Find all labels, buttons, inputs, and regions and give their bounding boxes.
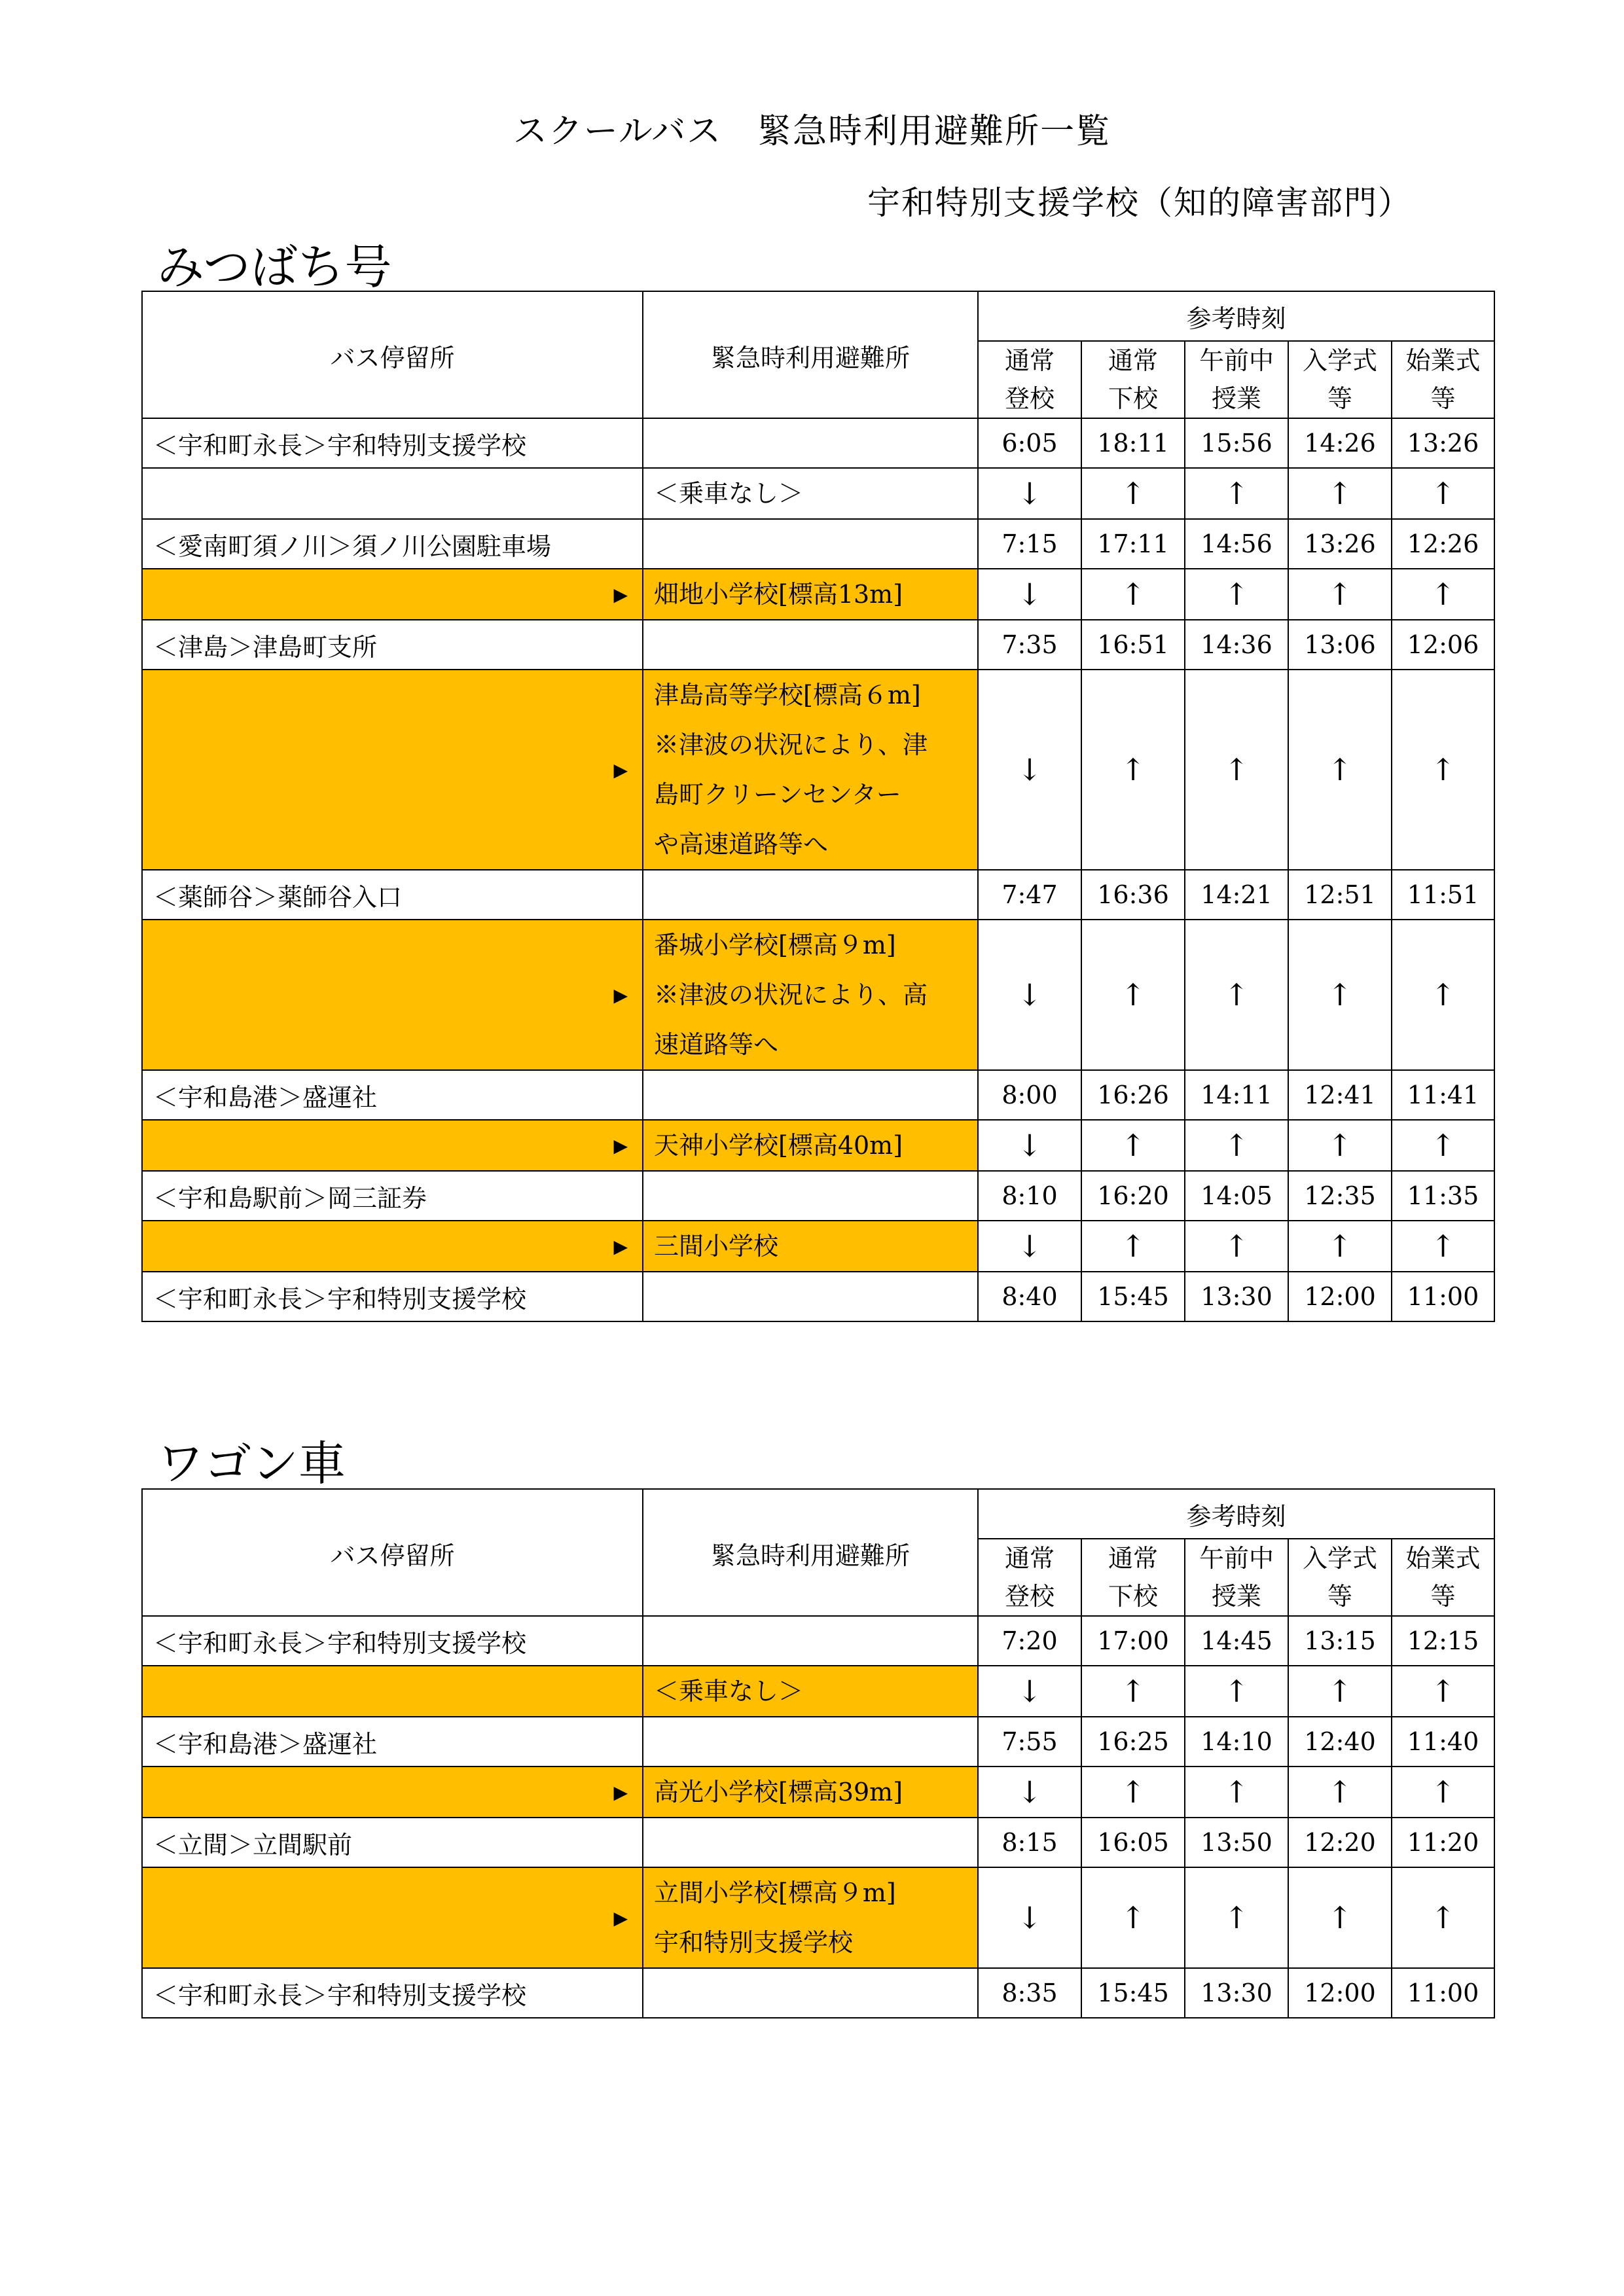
shelter-row — [142, 569, 1494, 620]
time-cell: 13:50 — [1185, 1818, 1288, 1867]
header-reference-time: 参考時刻 — [978, 291, 1494, 341]
arrow-up-icon: ↑ — [1392, 1221, 1494, 1272]
header-time-column-line: 午前中 — [1199, 346, 1274, 375]
arrow-up-icon: ↑ — [1288, 1666, 1392, 1717]
arrow-down-icon: ↓ — [978, 1767, 1081, 1818]
time-cell: 12:26 — [1392, 519, 1494, 569]
shelter-row — [142, 920, 1494, 1070]
arrow-up-icon: ↑ — [1185, 1666, 1288, 1717]
time-cell: 14:10 — [1185, 1717, 1288, 1767]
play-arrow-icon: ▶ — [613, 1235, 628, 1257]
header-time-column-line: 授業 — [1211, 384, 1261, 413]
time-cell: 14:21 — [1185, 870, 1288, 920]
header-time-column-line: 午前中 — [1199, 1544, 1274, 1573]
section-title-wagon: ワゴン車 — [157, 1436, 346, 1491]
arrow-up-icon: ↑ — [1288, 670, 1392, 870]
time-cell: 18:11 — [1081, 418, 1185, 468]
time-cell: 8:40 — [978, 1272, 1081, 1321]
shelter-marker-cell — [142, 1120, 643, 1171]
shelter-name — [643, 1867, 978, 1968]
time-cell: 16:20 — [1081, 1171, 1185, 1221]
arrow-up-icon: ↑ — [1185, 468, 1288, 519]
shelter-name-line: 三間小学校 — [654, 1232, 779, 1261]
arrow-up-icon: ↑ — [1081, 1767, 1185, 1818]
header-time-column-line: 等 — [1430, 1582, 1456, 1611]
time-cell: 8:10 — [978, 1171, 1081, 1221]
time-cell: 11:20 — [1392, 1818, 1494, 1867]
arrow-up-icon: ↑ — [1288, 468, 1392, 519]
time-cell: 15:45 — [1081, 1968, 1185, 2018]
shelter-name-line: ＜乗車なし＞ — [654, 1677, 804, 1706]
time-cell: 11:35 — [1392, 1171, 1494, 1221]
bus-stop-name: ＜宇和島港＞盛運社 — [142, 1717, 643, 1767]
arrow-up-icon: ↑ — [1185, 1221, 1288, 1272]
time-cell: 14:26 — [1288, 418, 1392, 468]
shelter-marker-cell — [142, 468, 643, 519]
header-time-column-line: 通常 — [1108, 346, 1158, 375]
arrow-up-icon: ↑ — [1392, 468, 1494, 519]
arrow-down-icon: ↓ — [978, 468, 1081, 519]
school-name: 宇和特別支援学校（知的障害部門） — [867, 184, 1412, 222]
header-time-column — [978, 341, 1081, 418]
arrow-up-icon: ↑ — [1185, 1867, 1288, 1968]
header-time-column — [1185, 1539, 1288, 1616]
header-time-column-line: 登校 — [1004, 1582, 1055, 1611]
header-shelter: 緊急時利用避難所 — [643, 1489, 978, 1616]
arrow-up-icon: ↑ — [1081, 920, 1185, 1070]
bus-stop-name: ＜宇和町永長＞宇和特別支援学校 — [142, 1272, 643, 1321]
arrow-down-icon: ↓ — [978, 670, 1081, 870]
arrow-up-icon: ↑ — [1185, 1767, 1288, 1818]
stop-row — [142, 1968, 1494, 2018]
shelter-empty — [643, 1171, 978, 1221]
time-cell: 11:51 — [1392, 870, 1494, 920]
stop-row — [142, 1272, 1494, 1321]
header-shelter: 緊急時利用避難所 — [643, 291, 978, 418]
shelter-empty — [643, 870, 978, 920]
arrow-up-icon: ↑ — [1392, 1767, 1494, 1818]
time-cell: 13:15 — [1288, 1616, 1392, 1666]
time-cell: 13:26 — [1288, 519, 1392, 569]
stop-row — [142, 1616, 1494, 1666]
stop-row — [142, 1171, 1494, 1221]
bus-stop-name: ＜愛南町須ノ川＞須ノ川公園駐車場 — [142, 519, 643, 569]
time-cell: 15:56 — [1185, 418, 1288, 468]
bus-stop-name: ＜宇和島駅前＞岡三証券 — [142, 1171, 643, 1221]
header-time-column-line: 授業 — [1211, 1582, 1261, 1611]
shelter-name-line: 高光小学校[標高39m] — [654, 1778, 903, 1806]
shelter-name-line: 宇和特別支援学校 — [654, 1928, 854, 1957]
shelter-name — [643, 1221, 978, 1272]
header-time-column-line: 入学式 — [1302, 1544, 1377, 1573]
time-cell: 14:56 — [1185, 519, 1288, 569]
header-time-column-line: 等 — [1327, 1582, 1352, 1611]
time-cell: 16:25 — [1081, 1717, 1185, 1767]
time-cell: 14:45 — [1185, 1616, 1288, 1666]
time-cell: 12:35 — [1288, 1171, 1392, 1221]
time-cell: 12:00 — [1288, 1272, 1392, 1321]
time-cell: 7:15 — [978, 519, 1081, 569]
header-time-column-line: 下校 — [1108, 1582, 1158, 1611]
time-cell: 12:41 — [1288, 1070, 1392, 1120]
bus-stop-name: ＜宇和町永長＞宇和特別支援学校 — [142, 1616, 643, 1666]
arrow-up-icon: ↑ — [1288, 1120, 1392, 1171]
time-cell: 15:45 — [1081, 1272, 1185, 1321]
time-cell: 7:47 — [978, 870, 1081, 920]
bus-stop-name: ＜宇和島港＞盛運社 — [142, 1070, 643, 1120]
shelter-empty — [643, 1717, 978, 1767]
header-time-column-line: 始業式 — [1405, 1544, 1481, 1573]
header-time-column — [1288, 341, 1392, 418]
arrow-up-icon: ↑ — [1081, 670, 1185, 870]
shelter-name — [643, 1666, 978, 1717]
header-time-column-line: 等 — [1327, 384, 1352, 413]
stop-row — [142, 620, 1494, 670]
time-cell: 16:26 — [1081, 1070, 1185, 1120]
shelter-marker-cell — [142, 1767, 643, 1818]
arrow-up-icon: ↑ — [1288, 1221, 1392, 1272]
arrow-down-icon: ↓ — [978, 1867, 1081, 1968]
time-cell: 12:00 — [1288, 1968, 1392, 2018]
shelter-row — [142, 1221, 1494, 1272]
bus-stop-name: ＜津島＞津島町支所 — [142, 620, 643, 670]
shelter-marker-cell — [142, 1666, 643, 1717]
arrow-up-icon: ↑ — [1288, 569, 1392, 620]
shelter-name-line: 島町クリーンセンター — [654, 780, 901, 809]
bus-stop-name: ＜宇和町永長＞宇和特別支援学校 — [142, 1968, 643, 2018]
time-cell: 14:05 — [1185, 1171, 1288, 1221]
arrow-up-icon: ↑ — [1392, 1867, 1494, 1968]
schedule-table-mitsubachi — [141, 291, 1495, 1322]
time-cell: 13:26 — [1392, 418, 1494, 468]
time-cell: 14:36 — [1185, 620, 1288, 670]
header-time-column-line: 通常 — [1004, 1544, 1055, 1573]
arrow-up-icon: ↑ — [1288, 1867, 1392, 1968]
time-cell: 11:41 — [1392, 1070, 1494, 1120]
time-cell: 13:30 — [1185, 1272, 1288, 1321]
shelter-name — [643, 920, 978, 1070]
shelter-name-line: ※津波の状況により、津 — [654, 730, 928, 759]
play-arrow-icon: ▶ — [613, 1781, 628, 1803]
shelter-marker-cell — [142, 1221, 643, 1272]
header-time-column-line: 入学式 — [1302, 346, 1377, 375]
header-time-column — [1288, 1539, 1392, 1616]
arrow-up-icon: ↑ — [1392, 670, 1494, 870]
arrow-up-icon: ↑ — [1288, 920, 1392, 1070]
stop-row — [142, 1717, 1494, 1767]
stop-row — [142, 870, 1494, 920]
arrow-up-icon: ↑ — [1185, 1120, 1288, 1171]
shelter-name-line: 速道路等へ — [654, 1030, 779, 1059]
arrow-up-icon: ↑ — [1081, 1221, 1185, 1272]
bus-stop-name: ＜立間＞立間駅前 — [142, 1818, 643, 1867]
shelter-empty — [643, 1616, 978, 1666]
shelter-name-line: ＜乗車なし＞ — [654, 479, 804, 508]
time-cell: 12:15 — [1392, 1616, 1494, 1666]
time-cell: 12:06 — [1392, 620, 1494, 670]
time-cell: 11:40 — [1392, 1717, 1494, 1767]
header-time-column — [1392, 341, 1494, 418]
shelter-empty — [643, 620, 978, 670]
shelter-row — [142, 1867, 1494, 1968]
shelter-empty — [643, 1818, 978, 1867]
time-cell: 11:00 — [1392, 1272, 1494, 1321]
shelter-row — [142, 1666, 1494, 1717]
time-cell: 16:36 — [1081, 870, 1185, 920]
time-cell: 14:11 — [1185, 1070, 1288, 1120]
shelter-name-line: 畑地小学校[標高13m] — [654, 580, 903, 609]
shelter-row — [142, 468, 1494, 519]
shelter-empty — [643, 418, 978, 468]
shelter-name-line: や高速道路等へ — [654, 830, 829, 859]
play-arrow-icon: ▶ — [613, 583, 628, 605]
time-cell: 17:11 — [1081, 519, 1185, 569]
shelter-name-line: 立間小学校[標高９m] — [654, 1878, 896, 1907]
arrow-up-icon: ↑ — [1392, 920, 1494, 1070]
play-arrow-icon: ▶ — [613, 1907, 628, 1929]
stop-row — [142, 1070, 1494, 1120]
header-time-column-line: 通常 — [1108, 1544, 1158, 1573]
shelter-marker-cell — [142, 1867, 643, 1968]
header-reference-time: 参考時刻 — [978, 1489, 1494, 1539]
shelter-empty — [643, 1070, 978, 1120]
shelter-name — [643, 670, 978, 870]
play-arrow-icon: ▶ — [613, 759, 628, 781]
time-cell: 13:30 — [1185, 1968, 1288, 2018]
header-time-column — [1185, 341, 1288, 418]
arrow-up-icon: ↑ — [1288, 1767, 1392, 1818]
time-cell: 12:51 — [1288, 870, 1392, 920]
header-time-column-line: 下校 — [1108, 384, 1158, 413]
arrow-up-icon: ↑ — [1081, 569, 1185, 620]
bus-stop-name: ＜宇和町永長＞宇和特別支援学校 — [142, 418, 643, 468]
time-cell: 6:05 — [978, 418, 1081, 468]
shelter-marker-cell — [142, 920, 643, 1070]
shelter-row — [142, 1767, 1494, 1818]
document-title: スクールバス 緊急時利用避難所一覧 — [513, 112, 1111, 151]
stop-row — [142, 418, 1494, 468]
shelter-name-line: 津島高等学校[標高６m] — [654, 681, 921, 709]
arrow-down-icon: ↓ — [978, 1120, 1081, 1171]
time-cell: 12:40 — [1288, 1717, 1392, 1767]
header-row — [142, 291, 1494, 341]
header-time-column — [1392, 1539, 1494, 1616]
shelter-name — [643, 569, 978, 620]
schedule-table-wagon — [141, 1488, 1495, 2018]
header-time-column-line: 登校 — [1004, 384, 1055, 413]
play-arrow-icon: ▶ — [613, 1134, 628, 1157]
shelter-name — [643, 1120, 978, 1171]
shelter-empty — [643, 1272, 978, 1321]
header-time-column-line: 始業式 — [1405, 346, 1481, 375]
header-time-column — [978, 1539, 1081, 1616]
time-cell: 8:15 — [978, 1818, 1081, 1867]
time-cell: 13:06 — [1288, 620, 1392, 670]
time-cell: 8:35 — [978, 1968, 1081, 2018]
shelter-row — [142, 670, 1494, 870]
arrow-down-icon: ↓ — [978, 920, 1081, 1070]
header-time-column-line: 通常 — [1004, 346, 1055, 375]
time-cell: 11:00 — [1392, 1968, 1494, 2018]
arrow-up-icon: ↑ — [1185, 569, 1288, 620]
time-cell: 7:20 — [978, 1616, 1081, 1666]
section-title-mitsubachi: みつばち号 — [157, 240, 392, 295]
arrow-up-icon: ↑ — [1392, 569, 1494, 620]
arrow-up-icon: ↑ — [1392, 1666, 1494, 1717]
stop-row — [142, 1818, 1494, 1867]
arrow-up-icon: ↑ — [1392, 1120, 1494, 1171]
header-time-column-line: 等 — [1430, 384, 1456, 413]
arrow-up-icon: ↑ — [1081, 468, 1185, 519]
shelter-name-line: 天神小学校[標高40m] — [654, 1131, 903, 1160]
header-row — [142, 1489, 1494, 1539]
time-cell: 16:05 — [1081, 1818, 1185, 1867]
shelter-name — [643, 1767, 978, 1818]
header-bus-stop: バス停留所 — [142, 1489, 643, 1616]
time-cell: 17:00 — [1081, 1616, 1185, 1666]
arrow-up-icon: ↑ — [1081, 1120, 1185, 1171]
bus-stop-name: ＜薬師谷＞薬師谷入口 — [142, 870, 643, 920]
arrow-up-icon: ↑ — [1081, 1867, 1185, 1968]
arrow-down-icon: ↓ — [978, 1221, 1081, 1272]
shelter-name-line: ※津波の状況により、高 — [654, 980, 928, 1009]
time-cell: 8:00 — [978, 1070, 1081, 1120]
arrow-up-icon: ↑ — [1185, 920, 1288, 1070]
shelter-name-line: 番城小学校[標高９m] — [654, 931, 896, 960]
play-arrow-icon: ▶ — [613, 984, 628, 1006]
arrow-down-icon: ↓ — [978, 1666, 1081, 1717]
time-cell: 12:20 — [1288, 1818, 1392, 1867]
shelter-marker-cell — [142, 569, 643, 620]
shelter-name — [643, 468, 978, 519]
shelter-marker-cell — [142, 670, 643, 870]
header-bus-stop: バス停留所 — [142, 291, 643, 418]
shelter-empty — [643, 1968, 978, 2018]
shelter-row — [142, 1120, 1494, 1171]
arrow-down-icon: ↓ — [978, 569, 1081, 620]
arrow-up-icon: ↑ — [1081, 1666, 1185, 1717]
time-cell: 7:35 — [978, 620, 1081, 670]
time-cell: 7:55 — [978, 1717, 1081, 1767]
arrow-up-icon: ↑ — [1185, 670, 1288, 870]
header-time-column — [1081, 1539, 1185, 1616]
shelter-empty — [643, 519, 978, 569]
header-time-column — [1081, 341, 1185, 418]
time-cell: 16:51 — [1081, 620, 1185, 670]
stop-row — [142, 519, 1494, 569]
